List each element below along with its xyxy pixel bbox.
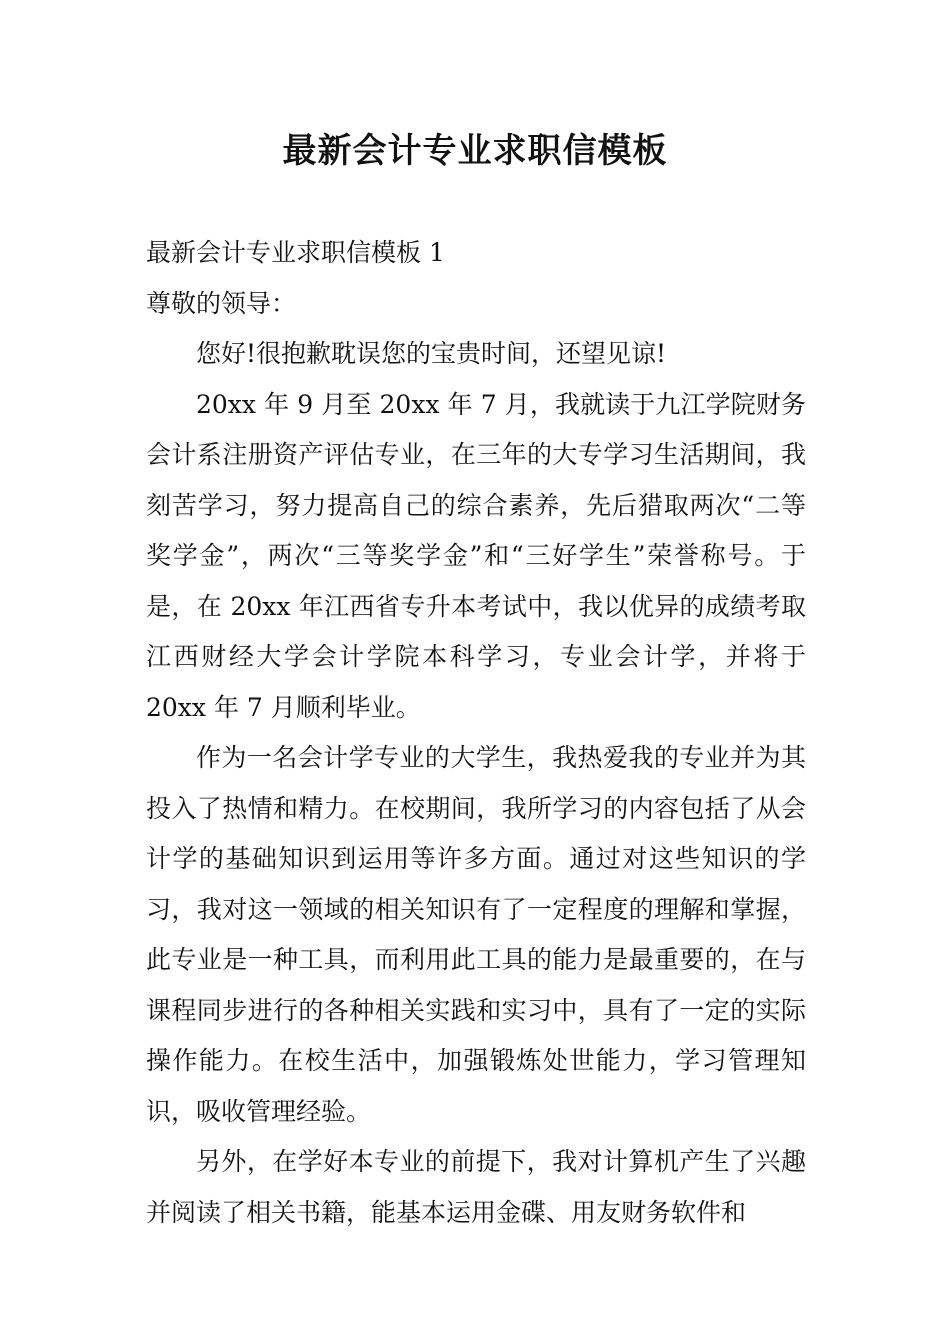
paragraph-computer-skills: 另外，在学好本专业的前提下，我对计算机产生了兴趣并阅读了相关书籍，能基本运用金碟、用友财务软件和 bbox=[146, 1147, 806, 1227]
section-heading: 最新会计专业求职信模板 1 bbox=[146, 238, 445, 267]
paragraph-major: 作为一名会计学专业的大学生，我热爱我的专业并为其投入了热情和精力。在校期间，我所学习的内容包括了从会计学的基础知识到运用等许多方面。通过对这些知识的学习，我对这一领域的相关知识有了一定程度的理解和掌握，此专业是一种工具，而利用此工具的能力是最重要的，在与课程同步进行的各种相关实践和实习中，具有了一定的实际操作能力。在校生活中，加强锻炼处世能力，学习管理知识，吸收管理经验。 bbox=[146, 743, 806, 1126]
document-body bbox=[146, 228, 806, 1238]
salutation: 尊敬的领导： bbox=[146, 288, 297, 318]
document-title: 最新会计专业求职信模板 bbox=[282, 131, 668, 171]
paragraph-education: 20xx 年 9 月至 20xx 年 7 月，我就读于九江学院财务会计系注册资产评估专业，在三年的大专学习生活期间，我刻苦学习，努力提高自己的综合素养，先后猎取两次“二等奖学金”，两次“三等奖学金”和“三好学生”荣誉称号。于是，在 20xx 年江西省专升本考试中，我以优异的成绩考取江西财经大学会计学院本科学习，专业会计学，并将于 20xx 年 7 月顺利毕业。 bbox=[146, 389, 806, 722]
paragraph-greeting: 您好!很抱歉耽误您的宝贵时间，还望见谅! bbox=[196, 339, 667, 368]
